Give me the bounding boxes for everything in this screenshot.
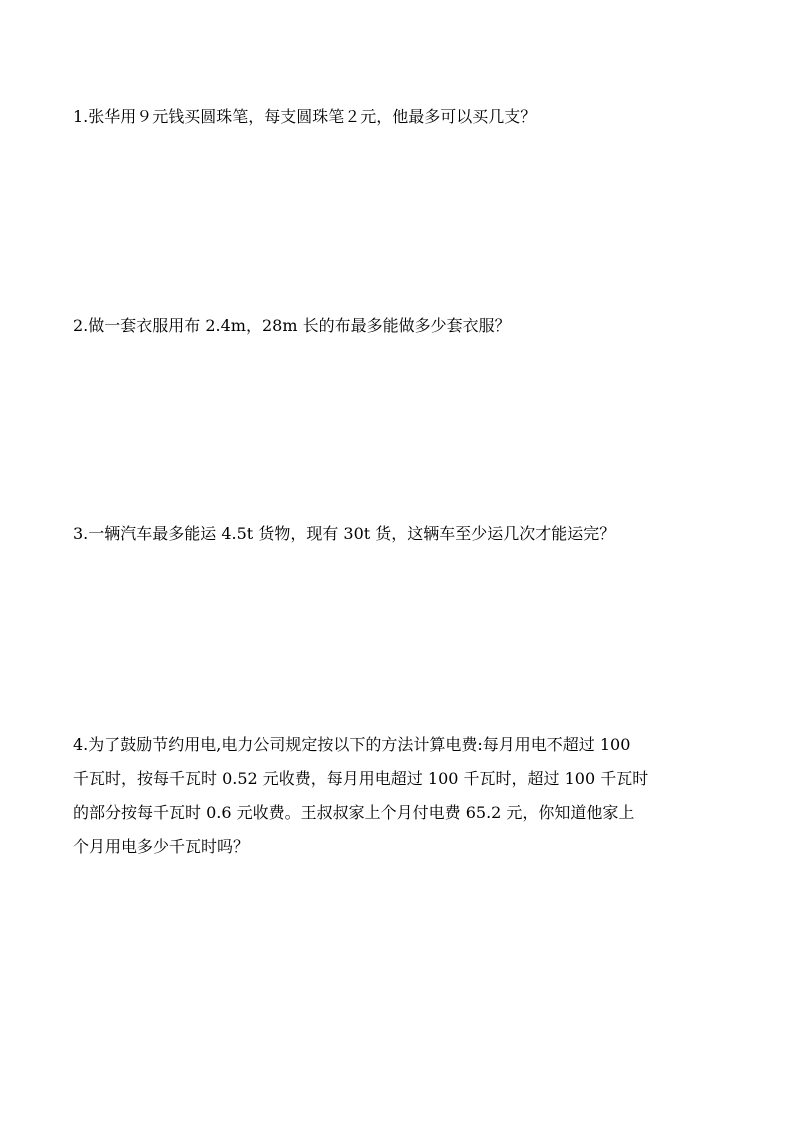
question-3-text: 3.一辆汽车最多能运 4.5t 货物，现有 30t 货，这辆车至少运几次才能运完？ bbox=[73, 524, 616, 543]
question-4-line-4: 个月用电多少千瓦时吗？ bbox=[73, 837, 250, 856]
question-2 bbox=[73, 314, 733, 338]
question-4-line-2: 千瓦时，按每千瓦时 0.52 元收费，每月用电超过 100 千瓦时，超过 100 千瓦时 bbox=[73, 769, 649, 788]
question-2-text: 2.做一套衣服用布 2.4m，28m 长的布最多能做多少套衣服？ bbox=[73, 316, 511, 335]
question-1 bbox=[73, 105, 733, 129]
question-4-line-1: 4.为了鼓励节约用电,电力公司规定按以下的方法计算电费:每月用电不超过 100 bbox=[73, 735, 631, 754]
question-1-text: 1.张华用９元钱买圆珠笔，每支圆珠笔２元，他最多可以买几支？ bbox=[73, 107, 537, 126]
question-4 bbox=[73, 728, 733, 864]
question-4-line-3: 的部分按每千瓦时 0.6 元收费。王叔叔家上个月付电费 65.2 元，你知道他家上 bbox=[73, 803, 635, 822]
question-3 bbox=[73, 522, 733, 546]
